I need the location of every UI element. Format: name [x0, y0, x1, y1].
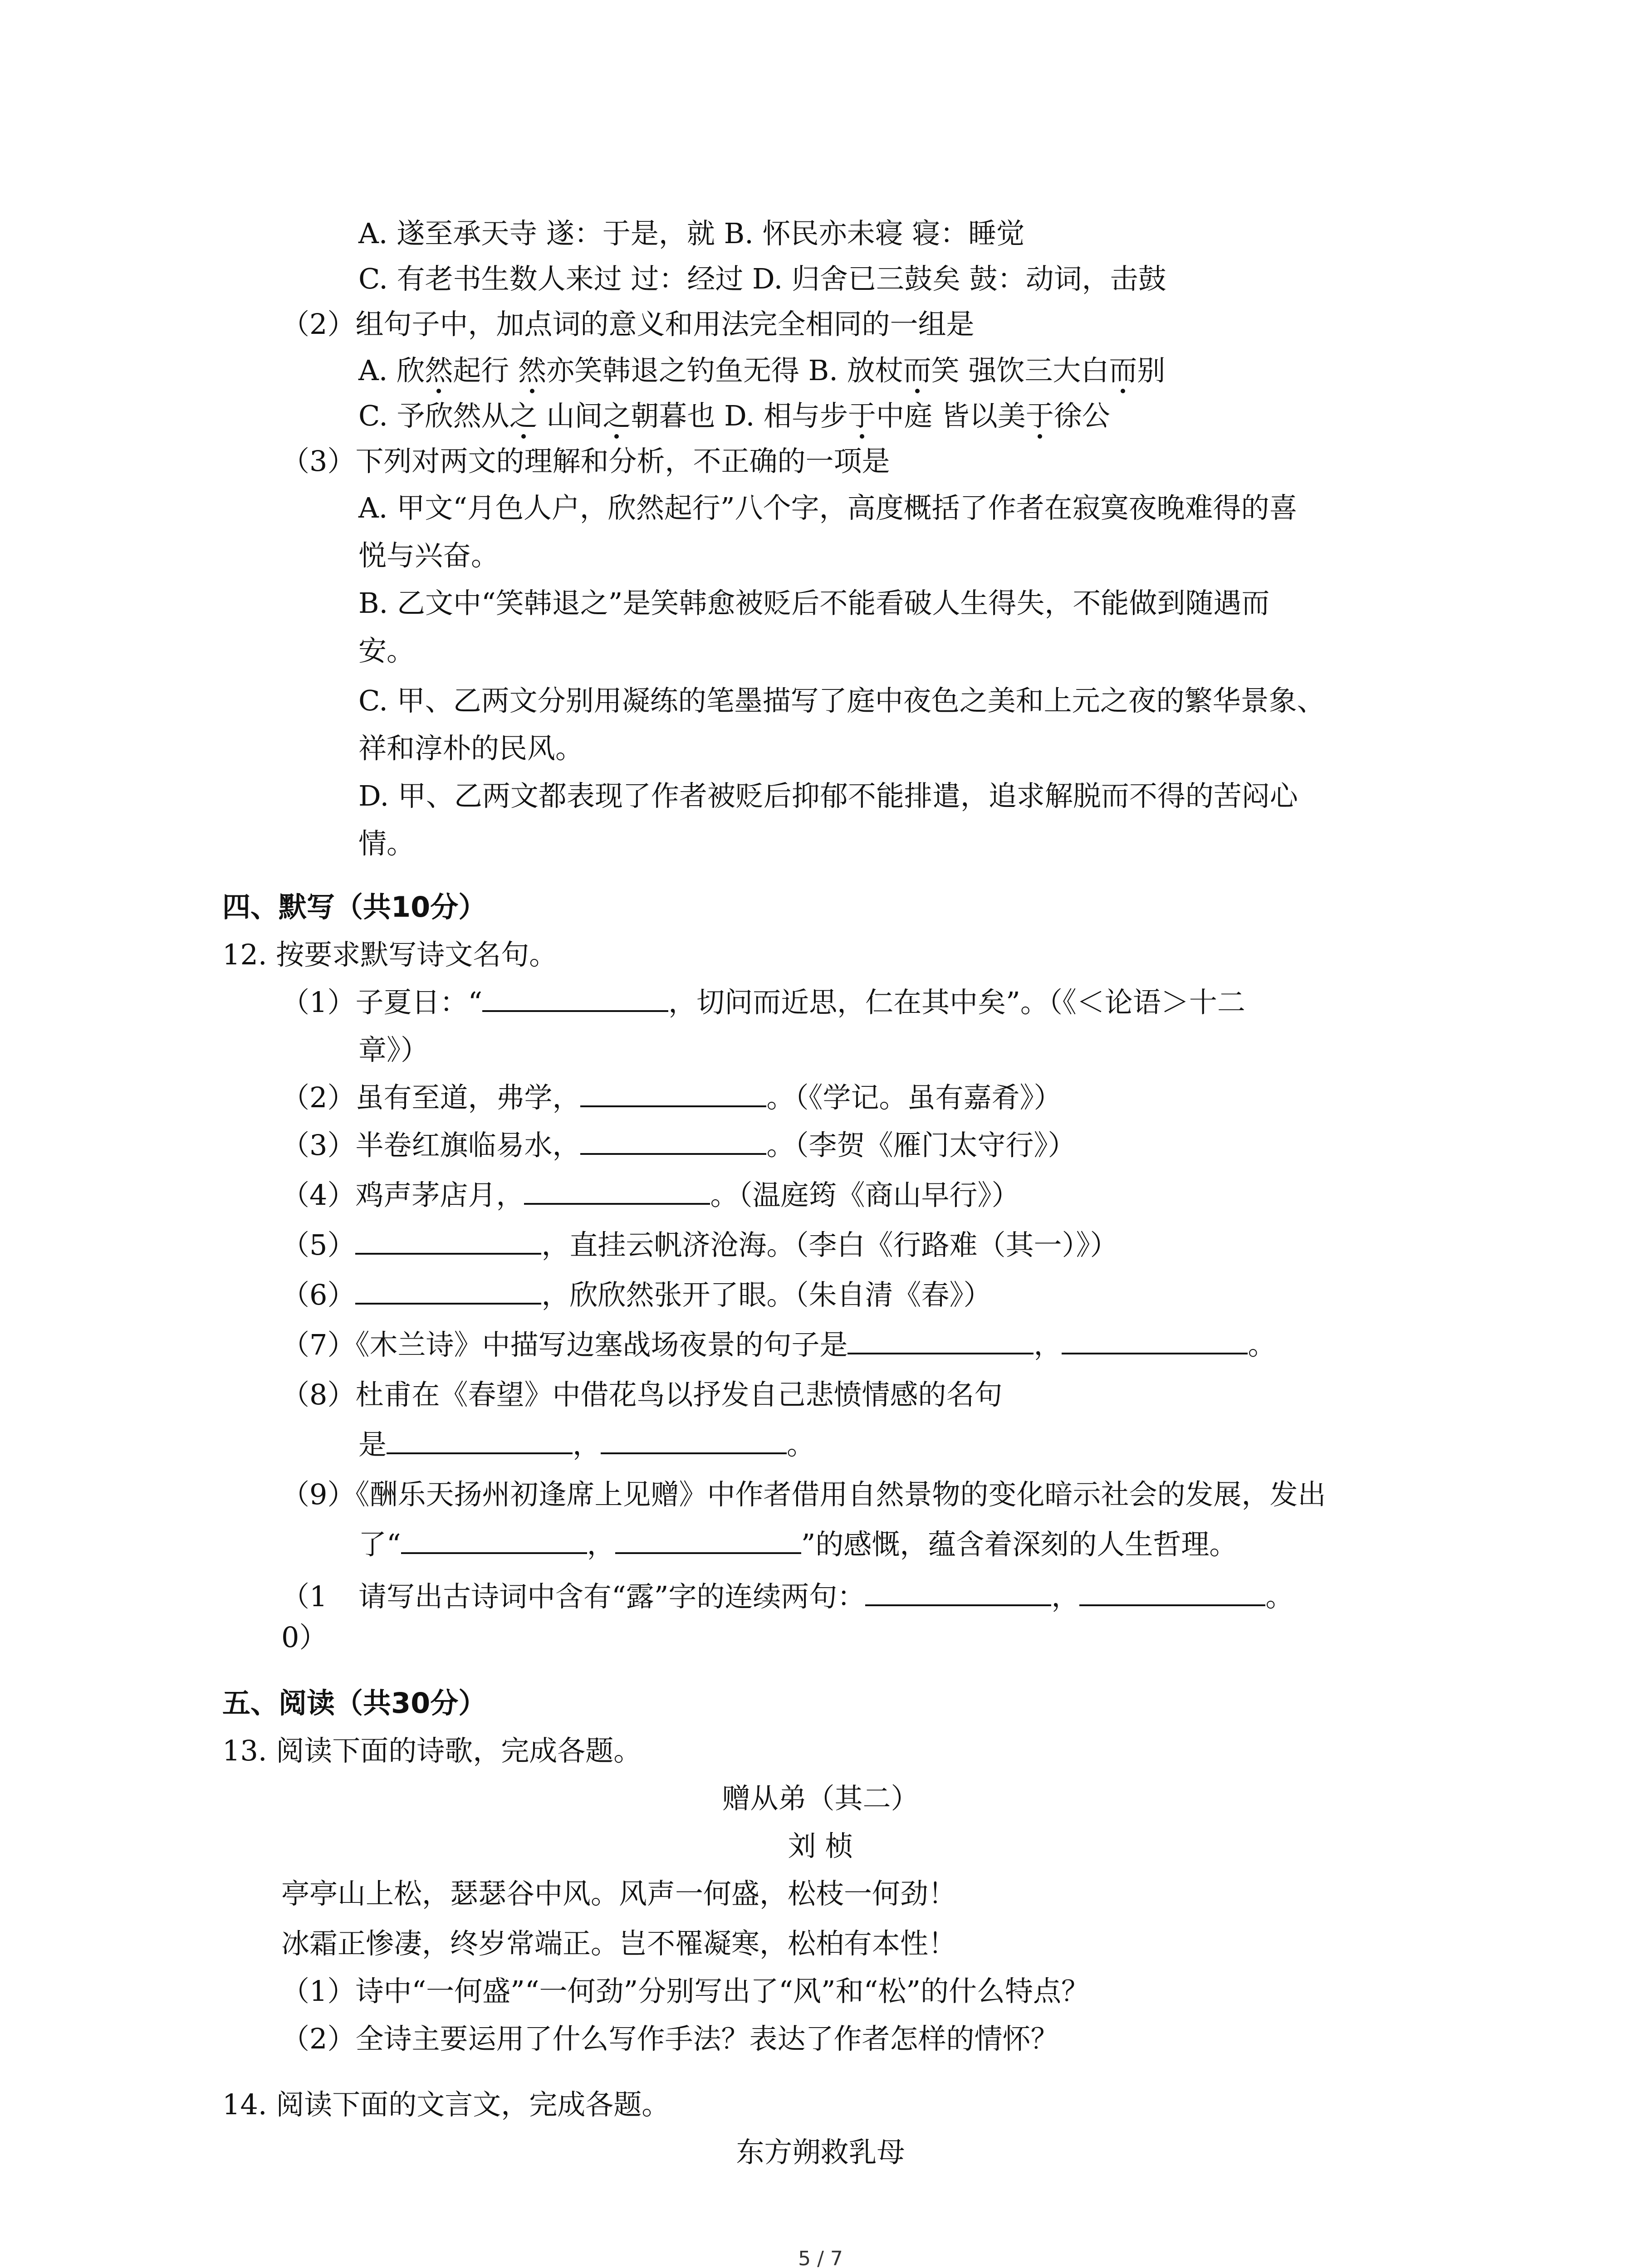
q12-stem: 12. 按要求默写诗文名句。 — [222, 938, 558, 971]
dotted-char: 而 — [903, 354, 931, 387]
q13-sub-1: （1）诗中“一何盛”“一何劲”分别写出了“风”和“松”的什么特点？ — [281, 1975, 1090, 2008]
page-number: 5 / 7 — [798, 2247, 843, 2268]
poem-line-2: 冰霜正惨凄，终岁常端正。岂不罹凝寒，松柏有本性！ — [281, 1927, 957, 1960]
q11-3-stem: （3）下列对两文的理解和分析，不正确的一项是 — [281, 445, 890, 478]
q12-item-3: （3）半卷红旗临易水， 。（李贺《雁门太守行》） — [281, 1129, 1076, 1162]
q12-item-10-number-cont: 0） — [281, 1621, 328, 1654]
answer-blank[interactable] — [865, 1581, 1051, 1606]
dotted-char: 然 — [425, 354, 453, 387]
dotted-char: 然 — [518, 354, 546, 387]
q12-item-6: （6） ，欣欣然张开了眼。（朱自清《春》） — [281, 1278, 992, 1311]
answer-blank[interactable] — [601, 1429, 787, 1454]
q13-stem: 13. 阅读下面的诗歌，完成各题。 — [222, 1734, 642, 1767]
section-5-heading: 五、阅读（共30分） — [222, 1686, 487, 1720]
answer-blank[interactable] — [524, 1179, 710, 1205]
q11-3-option-a-line2: 悦与兴奋。 — [358, 539, 500, 572]
dotted-char: 而 — [1109, 354, 1137, 387]
q12-item-1: （1）子夏日：“ ，切问而近思，仁在其中矣”。（《＜论语＞十二 — [281, 986, 1245, 1019]
q12-item-10: 请写出古诗词中含有“露”字的连续两句： ， 。 — [358, 1580, 1294, 1613]
q14-stem: 14. 阅读下面的文言文，完成各题。 — [222, 2088, 670, 2121]
q11-3-option-b-line2: 安。 — [358, 634, 415, 667]
answer-blank[interactable] — [355, 1279, 541, 1305]
answer-blank[interactable] — [1079, 1581, 1265, 1606]
q12-item-4: （4）鸡声茅店月， 。（温庭筠《商山早行》） — [281, 1178, 1020, 1212]
q13-sub-2: （2）全诗主要运用了什么写作手法？表达了作者怎样的情怀？ — [281, 2022, 1059, 2055]
dotted-char: 于 — [1025, 399, 1054, 432]
q11-3-option-c-line1: C. 甲、乙两文分别用凝练的笔墨描写了庭中夜色之美和上元之夜的繁华景象、 — [358, 684, 1325, 717]
answer-blank[interactable] — [1062, 1329, 1248, 1354]
q11-1-options-ab: A. 遂至承天寺 遂：于是，就 B. 怀民亦未寝 寝：睡觉 — [358, 217, 1025, 250]
answer-blank[interactable] — [355, 1229, 541, 1255]
q11-2-options-ab: A. 欣然起行 然亦笑韩退之钓鱼无得 B. 放杖而笑 强饮三大白而别 — [358, 354, 1166, 387]
answer-blank[interactable] — [401, 1529, 587, 1554]
poem-line-1: 亭亭山上松，瑟瑟谷中风。风声一何盛，松枝一何劲！ — [281, 1877, 957, 1910]
dotted-char: 之 — [603, 399, 631, 432]
answer-blank[interactable] — [580, 1082, 766, 1107]
q12-item-8-cont: 是 ， 。 — [358, 1428, 815, 1461]
answer-blank[interactable] — [615, 1529, 801, 1554]
q14-passage-title: 东方朔救乳母 — [736, 2136, 905, 2169]
q11-2-options-cd: C. 予欣然从之 山间之朝暮也 D. 相与步于中庭 皆以美于徐公 — [358, 399, 1110, 432]
q12-item-5: （5） ，直挂云帆济沧海。（李白《行路难（其一）》） — [281, 1228, 1118, 1261]
answer-blank[interactable] — [387, 1429, 573, 1454]
q11-3-option-c-line2: 祥和淳朴的民风。 — [358, 732, 584, 765]
dotted-char: 于 — [848, 399, 877, 432]
q12-item-7: （7）《木兰诗》中描写边塞战场夜景的句子是 ， 。 — [281, 1328, 1276, 1361]
q11-3-option-a-line1: A. 甲文“月色人户，欣然起行”八个字，高度概括了作者在寂寞夜晚难得的喜 — [358, 491, 1298, 524]
q12-item-10-number: （1 — [281, 1580, 328, 1613]
q11-3-option-d-line2: 情。 — [358, 827, 415, 860]
answer-blank[interactable] — [580, 1129, 766, 1155]
dotted-char: 之 — [509, 399, 538, 432]
q12-item-9: （9）《酬乐天扬州初逢席上见赠》中作者借用自然景物的变化暗示社会的发展，发出 — [281, 1478, 1326, 1511]
section-4-heading: 四、默写（共10分） — [222, 890, 487, 924]
q12-item-2: （2）虽有至道，弗学， 。（《学记。虽有嘉肴》） — [281, 1081, 1062, 1114]
answer-blank[interactable] — [847, 1329, 1034, 1354]
poem-title: 赠从弟（其二） — [722, 1782, 919, 1815]
q12-item-1-cont: 章》） — [358, 1033, 429, 1066]
q11-1-options-cd: C. 有老书生数人来过 过：经过 D. 归舍已三鼓矣 鼓：动词，击鼓 — [358, 262, 1166, 295]
poem-author: 刘 桢 — [788, 1829, 853, 1862]
q12-item-9-cont: 了“ ， ”的感慨，蕴含着深刻的人生哲理。 — [358, 1528, 1238, 1561]
answer-blank[interactable] — [482, 987, 668, 1012]
q11-3-option-d-line1: D. 甲、乙两文都表现了作者被贬后抑郁不能排遣，追求解脱而不得的苦闷心 — [358, 779, 1298, 812]
q11-2-stem: （2）组句子中，加点词的意义和用法完全相同的一组是 — [281, 308, 975, 341]
q11-3-option-b-line1: B. 乙文中“笑韩退之”是笑韩愈被贬后不能看破人生得失，不能做到随遇而 — [358, 587, 1270, 620]
q12-item-8: （8）杜甫在《春望》中借花鸟以抒发自己悲愤情感的名句 — [281, 1378, 1003, 1411]
